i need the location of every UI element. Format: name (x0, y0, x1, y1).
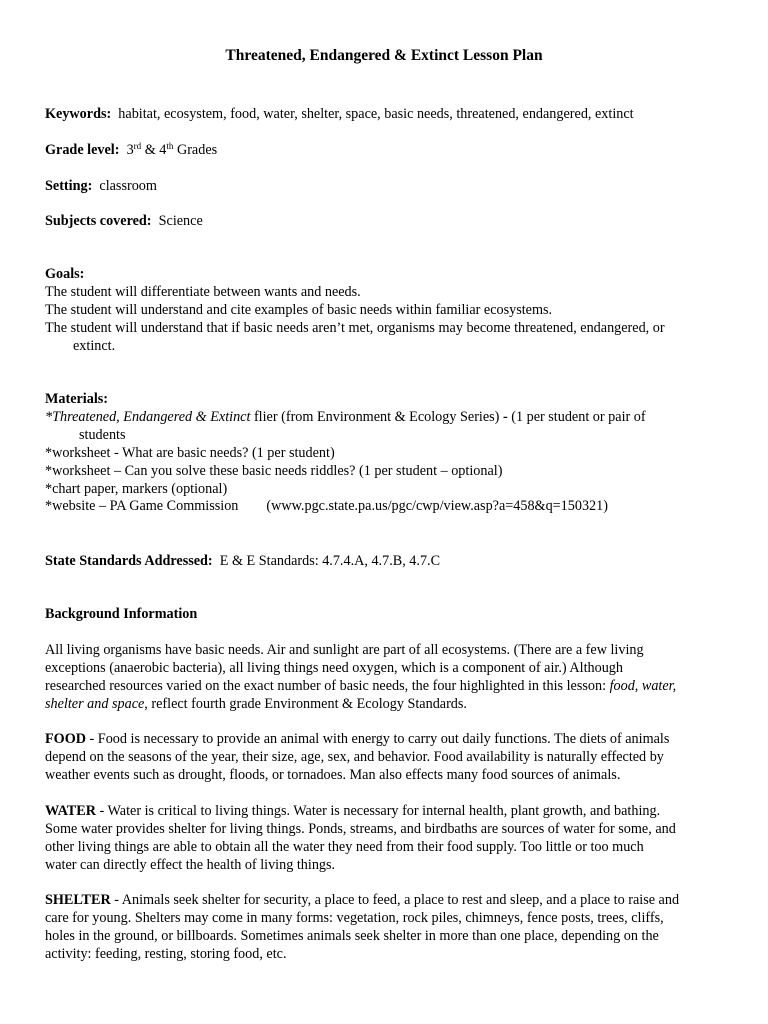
background-line-text: researched resources varied on the exact number of basic needs, the four highlighted in this lesson: (45, 678, 610, 694)
background-heading: Background Information (45, 606, 198, 622)
flier-quantity: (1 per student or pair of (507, 409, 646, 425)
setting-value: classroom (99, 178, 157, 194)
food-line: depend on the seasons of the year, their size, age, sex, and behavior. Food availability is naturally effected by (45, 749, 664, 765)
subjects-line (45, 212, 203, 230)
grade-first-sup: rd (133, 141, 142, 151)
keywords-line (45, 105, 634, 123)
food-line (45, 730, 669, 748)
water-line (45, 802, 660, 820)
food-label: FOOD (45, 731, 86, 747)
food-line: weather events such as drought, floods, or tornadoes. Man also effects many food sources of animals. (45, 767, 621, 783)
shelter-text: - Animals seek shelter for security, a place to feed, a place to rest and sleep, and a place to raise and (110, 892, 680, 908)
grade-level-line (45, 141, 217, 159)
grade-second: 4 (159, 142, 167, 158)
subjects-label: Subjects covered: (45, 213, 152, 229)
material-item: *worksheet – Can you solve these basic needs riddles? (1 per student – optional) (45, 463, 503, 479)
grade-first: 3 (126, 142, 134, 158)
website-label: *website – PA Game Commission (45, 498, 239, 514)
goal-line: The student will understand and cite examples of basic needs within familiar ecosystems. (45, 302, 553, 318)
shelter-line: holes in the ground, or billboards. Sometimes animals seek shelter in more than one place, depending on the (45, 928, 659, 944)
flier-title: *Threatened, Endangered & Extinct (45, 409, 251, 425)
background-line (45, 695, 467, 713)
water-line: water can directly effect the health of living things. (45, 857, 336, 873)
standards-line (45, 552, 440, 570)
material-item-website (45, 497, 608, 515)
shelter-line: care for young. Shelters may come in many forms: vegetation, rock piles, chimneys, fence posts, trees, cliffs, (45, 910, 664, 926)
keywords-label: Keywords: (45, 106, 112, 122)
background-needs-italic: food, water, (609, 678, 677, 694)
shelter-line (45, 891, 679, 909)
material-item-flier (45, 408, 646, 426)
keywords-value: habitat, ecosystem, food, water, shelter, space, basic needs, threatened, endangered, extinct (118, 106, 634, 122)
background-needs-italic: shelter and space (45, 696, 145, 712)
background-line (45, 677, 676, 695)
material-item: *worksheet - What are basic needs? (1 per student) (45, 445, 335, 461)
material-item-continuation: students (79, 427, 126, 443)
goal-line: The student will understand that if basic needs aren’t met, organisms may become threatened, endangered, or (45, 320, 665, 336)
background-line-text: , reflect fourth grade Environment & Ecology Standards. (144, 696, 467, 712)
water-text: - Water is critical to living things. Water is necessary for internal health, plant growth, and bathing. (95, 803, 661, 819)
water-label: WATER (45, 803, 96, 819)
grade-level-label: Grade level: (45, 142, 120, 158)
grade-second-sup: th (166, 141, 174, 151)
subjects-value: Science (158, 213, 203, 229)
water-line: other living things are able to obtain all the water they need from their food supply. Too little or too much (45, 839, 644, 855)
document-title: Threatened, Endangered & Extinct Lesson Plan (225, 47, 543, 64)
water-line: Some water provides shelter for living things. Ponds, streams, and birdbaths are sources of water for some, and (45, 821, 676, 837)
flier-description: flier (from Environment & Ecology Series) (250, 409, 503, 425)
shelter-line: activity: feeding, resting, storing food, etc. (45, 946, 287, 962)
material-item: *chart paper, markers (optional) (45, 481, 228, 497)
setting-label: Setting: (45, 178, 93, 194)
grade-amp: & (144, 142, 156, 158)
website-url: (www.pgc.state.pa.us/pgc/cwp/view.asp?a=458&q=150321) (266, 498, 608, 514)
materials-heading: Materials: (45, 391, 109, 407)
goal-continuation: extinct. (73, 338, 116, 354)
background-line: exceptions (anaerobic bacteria), all living things need oxygen, which is a component of air.) Although (45, 660, 623, 676)
goal-line: The student will differentiate between wants and needs. (45, 284, 361, 300)
flier-dash: - (502, 409, 508, 425)
background-line: All living organisms have basic needs. Air and sunlight are part of all ecosystems. (There are a few living (45, 642, 644, 658)
food-text: - Food is necessary to provide an animal with energy to carry out daily functions. The diets of animals (85, 731, 670, 747)
goals-heading: Goals: (45, 266, 85, 282)
standards-value: E & E Standards: 4.7.4.A, 4.7.B, 4.7.C (219, 553, 441, 569)
shelter-label: SHELTER (45, 892, 111, 908)
grade-suffix: Grades (176, 142, 218, 158)
setting-line (45, 177, 157, 195)
standards-label: State Standards Addressed: (45, 553, 213, 569)
